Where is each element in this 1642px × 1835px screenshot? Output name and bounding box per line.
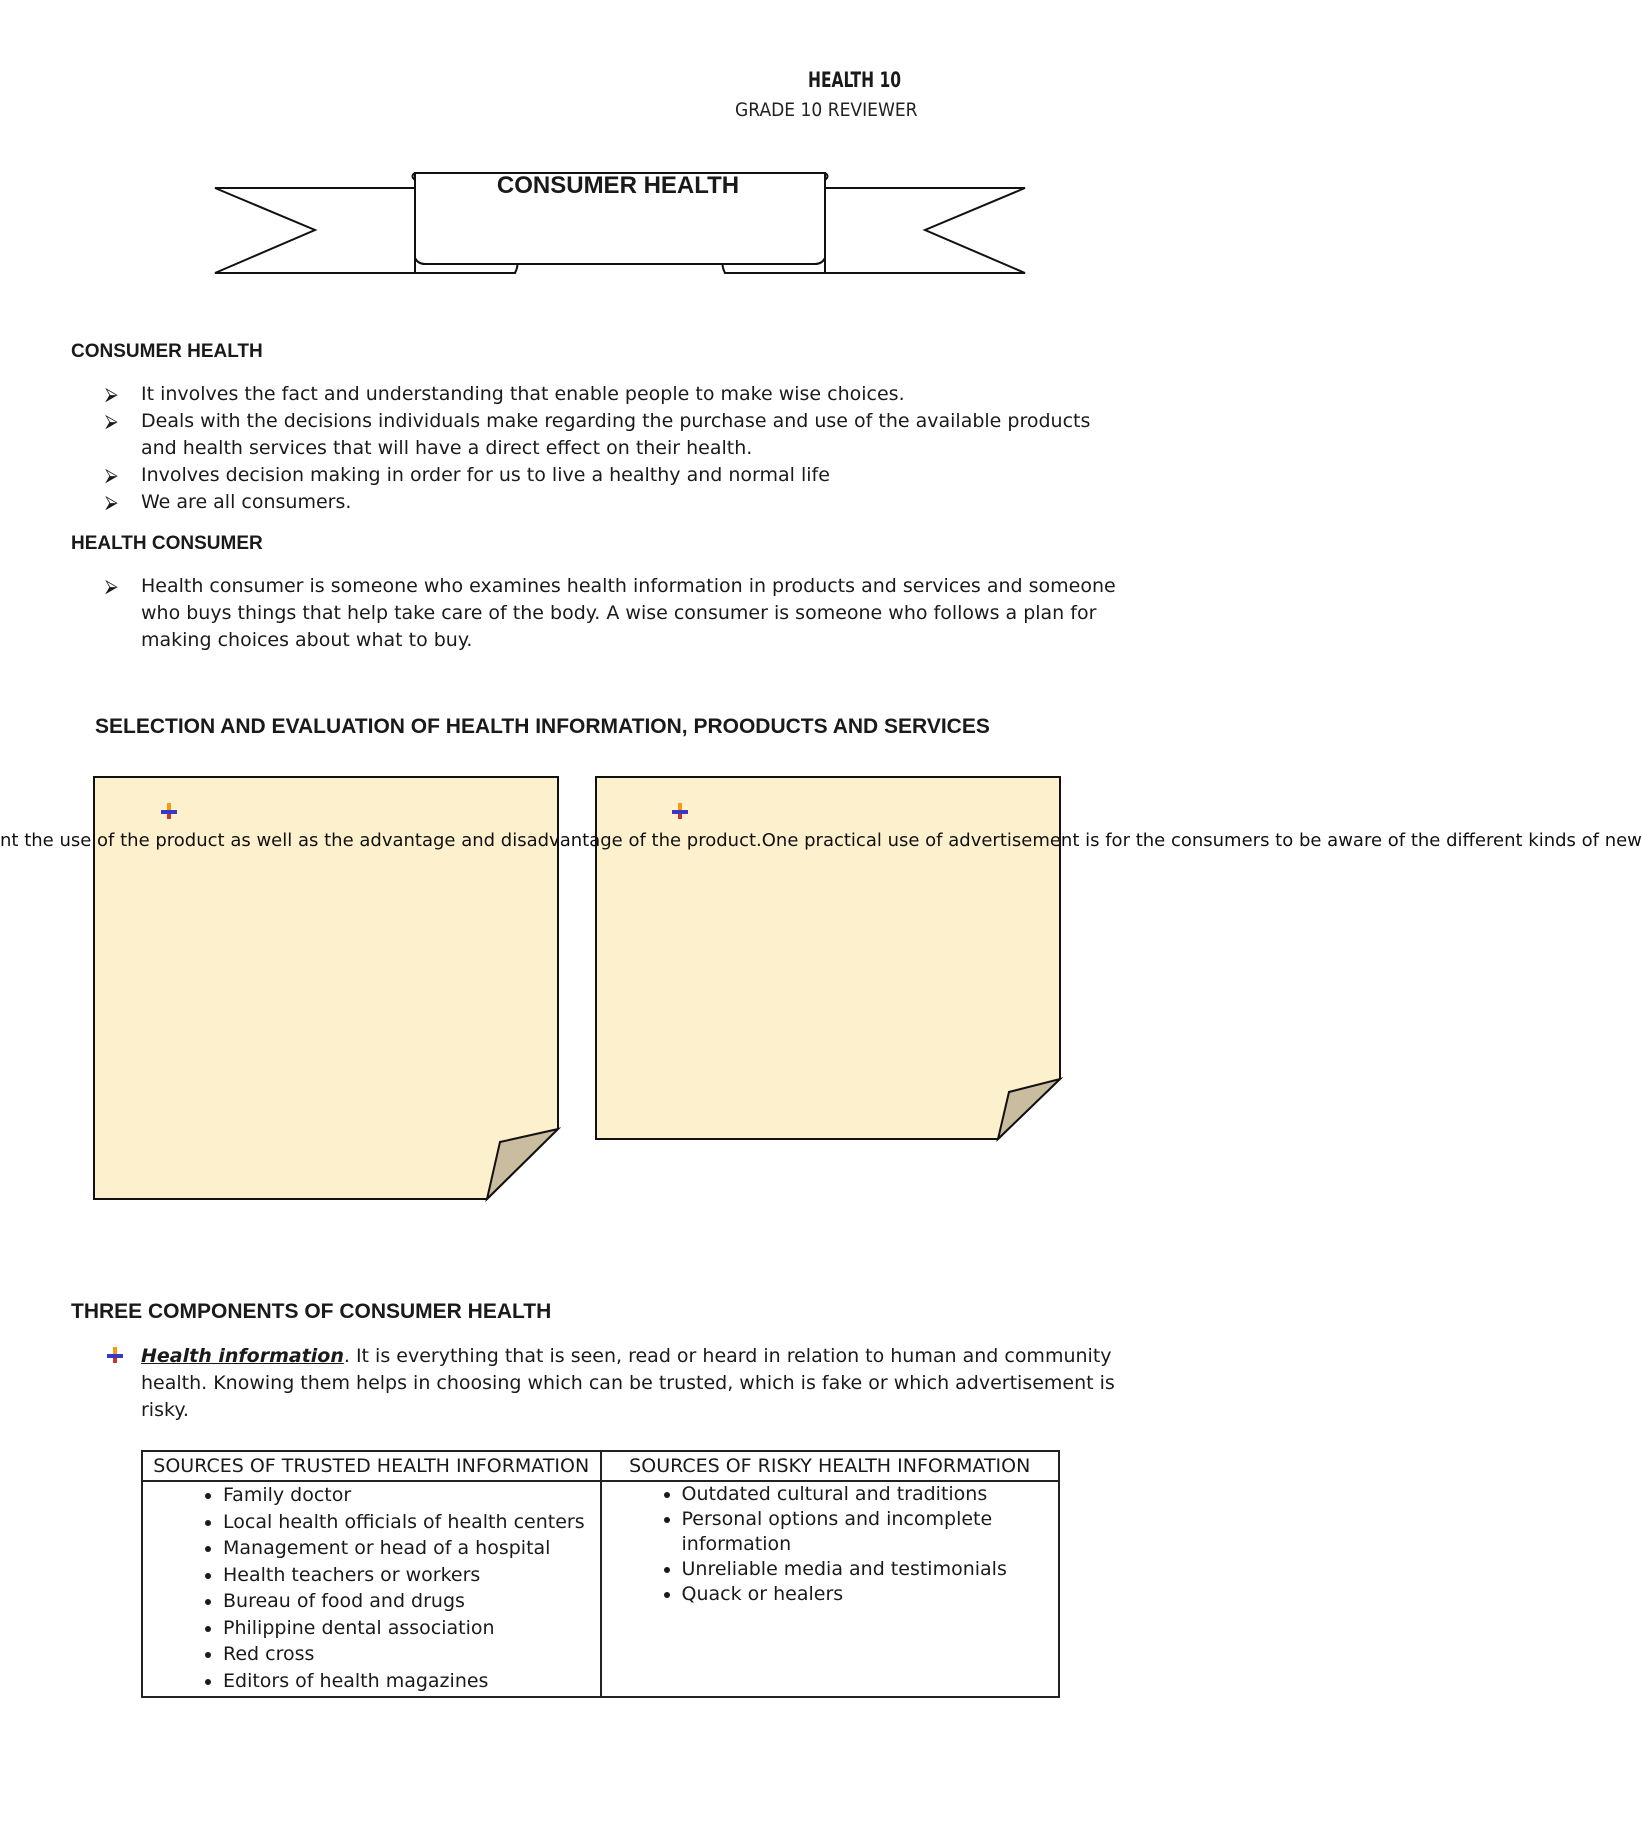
table-list-item: • Editors of health magazines [223,1668,600,1695]
table-list-item: • Management or head of a hospital [223,1535,600,1562]
plus-bullet-icon [106,1346,124,1364]
document-title: HEALTH 10 [808,68,902,92]
arrow-bullet-icon: ⮚ [105,492,118,513]
list-item: ⮚ Deals with the decisions individuals make regarding the purchase and use of the available products and health services that will have a direct effect on their health. [105,410,1091,459]
consumer-health-heading: CONSUMER HEALTH [71,341,263,362]
health-consumer-heading: HEALTH CONSUMER [71,533,263,554]
table-list-item: • Outdated cultural and traditions [682,1482,1059,1507]
table-list-item: • Health teachers or workers [223,1562,600,1589]
table-list-item: • Family doctor [223,1482,600,1509]
document-subtitle: GRADE 10 REVIEWER [735,99,918,121]
table-list-item: • Red cross [223,1641,600,1668]
table-list-item: • Local health officials of health centers [223,1509,600,1536]
sticky-note-overflow-text: nt the use of the product as well as the advantage and disadvantage of the product.One practical use of advertisement is for the consumers to be aware of the different kinds of new [0,830,1642,851]
health-consumer-list [105,573,1131,654]
arrow-bullet-icon: ⮚ [105,576,118,597]
components-heading: THREE COMPONENTS OF CONSUMER HEALTH [71,1300,552,1323]
health-information-paragraph: Health information. It is everything that is seen, read or heard in relation to human and community health. Knowing them helps in choosing which can be trusted, which is fake or which advertisement is risky. [141,1345,1115,1421]
plus-bullet-icon [671,802,689,820]
trusted-sources-header: SOURCES OF TRUSTED HEALTH INFORMATION [142,1451,601,1481]
arrow-bullet-icon: ⮚ [105,465,118,486]
risky-sources-cell [601,1481,1060,1697]
banner-title: CONSUMER HEALTH [496,172,740,199]
table-list-item: • Quack or healers [682,1582,1059,1607]
arrow-bullet-icon: ⮚ [105,384,118,405]
table-list-item: • Unreliable media and testimonials [682,1557,1059,1582]
consumer-health-list [105,381,1131,516]
risky-sources-header: SOURCES OF RISKY HEALTH INFORMATION [601,1451,1060,1481]
trusted-sources-cell [142,1481,601,1697]
table-list-item: • Personal options and incomplete information [682,1507,1059,1557]
health-information-term: Health information [141,1345,344,1367]
list-item: ⮚ Involves decision making in order for us to live a healthy and normal life [141,462,1131,489]
list-item: ⮚ It involves the fact and understanding that enable people to make wise choices. [141,381,1131,408]
table-list-item: • Bureau of food and drugs [223,1588,600,1615]
arrow-bullet-icon: ⮚ [105,411,118,432]
selection-heading: SELECTION AND EVALUATION OF HEALTH INFORMATION, PROODUCTS AND SERVICES [95,715,990,738]
list-item: ⮚ Health consumer is someone who examines health information in products and services and someone who buys things that help take care of the body. A wise consumer is someone who follows a plan for making choices about what to buy. [105,575,1116,651]
table-list-item: • Philippine dental association [223,1615,600,1642]
plus-bullet-icon [160,802,178,820]
sources-table [141,1450,1060,1698]
list-item: ⮚ We are all consumers. [141,489,1131,516]
